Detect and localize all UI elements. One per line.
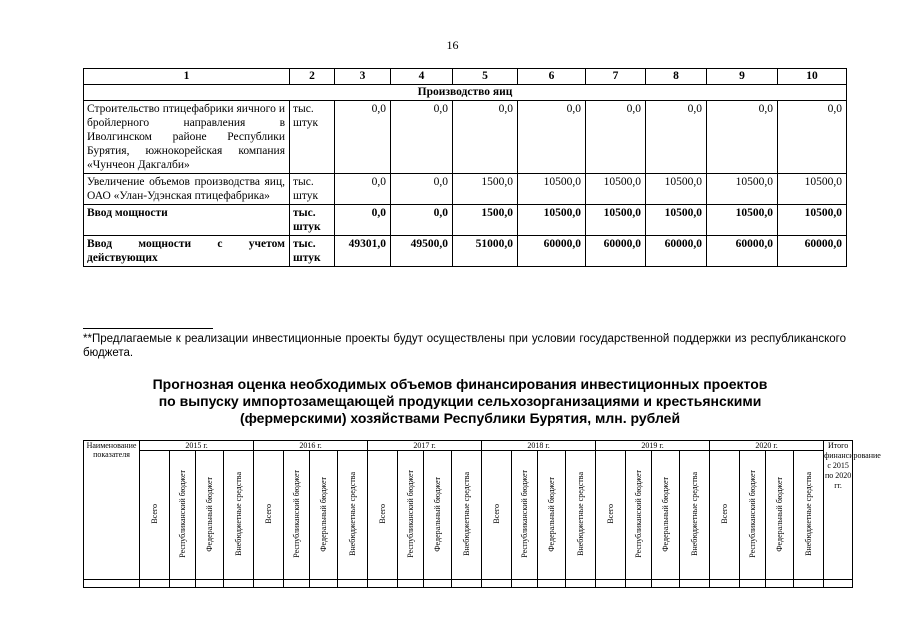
- subcolumn-header: [224, 451, 254, 580]
- subcolumn-header: [794, 451, 824, 580]
- subcolumn-label: Республиканский бюджет: [748, 470, 758, 558]
- value-cell: 10500,0: [586, 205, 646, 236]
- subcolumn-header: [766, 451, 794, 580]
- empty-cell: [482, 580, 512, 588]
- empty-cell: [740, 580, 766, 588]
- subcolumn-label: Внебюджетные средства: [804, 472, 814, 556]
- empty-cell: [368, 580, 398, 588]
- value-cell: 0,0: [778, 101, 847, 174]
- year-header: 2017 г.: [368, 441, 482, 451]
- empty-cell: [140, 580, 170, 588]
- empty-cell: [224, 580, 254, 588]
- empty-cell: [766, 580, 794, 588]
- year-header: 2019 г.: [596, 441, 710, 451]
- column-header: 2: [290, 69, 335, 85]
- column-header: 5: [453, 69, 518, 85]
- row-unit: тыс. штук: [290, 101, 335, 174]
- egg-production-table: [83, 68, 847, 267]
- value-cell: 1500,0: [453, 174, 518, 205]
- value-cell: 0,0: [586, 101, 646, 174]
- empty-cell: [254, 580, 284, 588]
- footnote-separator: [83, 328, 213, 329]
- column-header: 3: [335, 69, 391, 85]
- section-title: Производство яиц: [84, 85, 847, 101]
- subcolumn-label: Всего: [606, 504, 616, 524]
- value-cell: 0,0: [391, 101, 453, 174]
- value-cell: 0,0: [518, 101, 586, 174]
- subcolumn-label: Федеральный бюджет: [433, 476, 443, 552]
- empty-cell: [626, 580, 652, 588]
- value-cell: 60000,0: [778, 236, 847, 267]
- subcolumn-header: [538, 451, 566, 580]
- value-cell: 10500,0: [518, 205, 586, 236]
- subcolumn-header: [196, 451, 224, 580]
- subcolumn-header: [596, 451, 626, 580]
- year-header: 2015 г.: [140, 441, 254, 451]
- subcolumn-header: [284, 451, 310, 580]
- empty-cell: [170, 580, 196, 588]
- column-header: 1: [84, 69, 290, 85]
- subcolumn-label: Внебюджетные средства: [348, 472, 358, 556]
- value-cell: 0,0: [335, 174, 391, 205]
- subcolumns-header-row: [84, 451, 853, 580]
- row-name: Строительство птицефабрики яичного и бройлерного направления в Иволгинском районе Республики Бурятия, южнокорейская компания «Чунчеон Дакгалби»: [84, 101, 290, 174]
- total-header: Итого финансирование с 2015 по 2020 гг.: [824, 441, 853, 580]
- subcolumn-label: Внебюджетные средства: [576, 472, 586, 556]
- table-header-row: [84, 69, 847, 85]
- empty-cell: [338, 580, 368, 588]
- financing-table: [83, 440, 881, 588]
- subcolumn-label: Федеральный бюджет: [661, 476, 671, 552]
- value-cell: 0,0: [391, 174, 453, 205]
- value-cell: 0,0: [453, 101, 518, 174]
- empty-cell: [710, 580, 740, 588]
- row-unit: тыс. штук: [290, 174, 335, 205]
- subcolumn-label: Внебюджетные средства: [462, 472, 472, 556]
- subcolumn-header: [424, 451, 452, 580]
- column-header: 10: [778, 69, 847, 85]
- subcolumn-header: [626, 451, 652, 580]
- value-cell: 60000,0: [646, 236, 707, 267]
- empty-cell: [538, 580, 566, 588]
- value-cell: 10500,0: [646, 174, 707, 205]
- value-cell: 60000,0: [586, 236, 646, 267]
- page-number: 16: [446, 38, 459, 52]
- row-unit: тыс. штук: [290, 205, 335, 236]
- value-cell: 10500,0: [586, 174, 646, 205]
- column-header: 6: [518, 69, 586, 85]
- subcolumn-header: [254, 451, 284, 580]
- subcolumn-header: [512, 451, 538, 580]
- value-cell: 10500,0: [646, 205, 707, 236]
- title-line-2: по выпуску импортозамещающей продукции сельхозорганизациями и крестьянскими: [158, 393, 762, 409]
- years-header-row: [84, 441, 853, 451]
- subcolumn-label: Внебюджетные средства: [690, 472, 700, 556]
- value-cell: 1500,0: [453, 205, 518, 236]
- table-row: [84, 205, 847, 236]
- empty-cell: [452, 580, 482, 588]
- column-header: 8: [646, 69, 707, 85]
- subcolumn-header: [652, 451, 680, 580]
- subcolumn-label: Федеральный бюджет: [547, 476, 557, 552]
- table-row: [84, 236, 847, 267]
- year-header: 2020 г.: [710, 441, 824, 451]
- subcolumn-label: Всего: [720, 504, 730, 524]
- value-cell: 10500,0: [778, 174, 847, 205]
- subcolumn-label: Республиканский бюджет: [406, 470, 416, 558]
- section-row: [84, 85, 847, 101]
- subcolumn-label: Всего: [150, 504, 159, 524]
- subcolumn-label: Всего: [378, 504, 388, 524]
- empty-cell: [566, 580, 596, 588]
- value-cell: 0,0: [707, 101, 778, 174]
- empty-cell: [652, 580, 680, 588]
- subcolumn-header: [680, 451, 710, 580]
- value-cell: 0,0: [335, 101, 391, 174]
- empty-cell: [512, 580, 538, 588]
- table-row: [84, 101, 847, 174]
- row-name: Ввод мощности: [84, 205, 290, 236]
- subcolumn-header: [338, 451, 368, 580]
- footnote: **Предлагаемые к реализации инвестиционные проекты будут осуществлены при условии государственной поддержки из республиканского бюджета.: [83, 333, 846, 359]
- year-header: 2016 г.: [254, 441, 368, 451]
- column-header: 9: [707, 69, 778, 85]
- subcolumn-header: [740, 451, 766, 580]
- column-header: 4: [391, 69, 453, 85]
- title-line-1: Прогнозная оценка необходимых объемов финансирования инвестиционных проектов: [152, 376, 768, 392]
- subcolumn-label: Республиканский бюджет: [178, 470, 187, 558]
- subcolumn-label: Республиканский бюджет: [292, 470, 302, 558]
- subcolumn-header: [398, 451, 424, 580]
- value-cell: 60000,0: [707, 236, 778, 267]
- year-header: 2018 г.: [482, 441, 596, 451]
- subcolumn-header: [140, 451, 170, 580]
- empty-cell: [196, 580, 224, 588]
- value-cell: 0,0: [391, 205, 453, 236]
- subcolumn-header: [566, 451, 596, 580]
- empty-cell: [284, 580, 310, 588]
- value-cell: 49301,0: [335, 236, 391, 267]
- subcolumn-label: Всего: [492, 504, 502, 524]
- table-row: [84, 580, 853, 588]
- column-header: 7: [586, 69, 646, 85]
- subcolumn-header: [482, 451, 512, 580]
- value-cell: 10500,0: [778, 205, 847, 236]
- value-cell: 0,0: [646, 101, 707, 174]
- value-cell: 49500,0: [391, 236, 453, 267]
- subcolumn-label: Федеральный бюджет: [775, 476, 785, 552]
- value-cell: 10500,0: [707, 174, 778, 205]
- value-cell: 0,0: [335, 205, 391, 236]
- subcolumn-header: [452, 451, 482, 580]
- value-cell: 10500,0: [707, 205, 778, 236]
- row-unit: тыс. штук: [290, 236, 335, 267]
- subcolumn-label: Федеральный бюджет: [319, 476, 329, 552]
- subcolumn-header: [368, 451, 398, 580]
- empty-cell: [84, 580, 140, 588]
- empty-cell: [398, 580, 424, 588]
- empty-cell: [424, 580, 452, 588]
- subcolumn-label: Всего: [264, 504, 274, 524]
- value-cell: 10500,0: [518, 174, 586, 205]
- row-name: Увеличение объемов производства яиц, ОАО «Улан-Удэнская птицефабрика»: [84, 174, 290, 205]
- row-header-cell: Наименование показателя: [84, 441, 140, 580]
- empty-cell: [824, 580, 853, 588]
- subcolumn-label: Федеральный бюджет: [205, 476, 214, 552]
- empty-cell: [794, 580, 824, 588]
- title-line-3: (фермерскими) хозяйствами Республики Бурятия, млн. рублей: [239, 410, 681, 426]
- empty-cell: [680, 580, 710, 588]
- table-row: [84, 174, 847, 205]
- subcolumn-header: [310, 451, 338, 580]
- subcolumn-label: Республиканский бюджет: [634, 470, 644, 558]
- subcolumn-label: Внебюджетные средства: [234, 472, 243, 556]
- subcolumn-label: Республиканский бюджет: [520, 470, 530, 558]
- value-cell: 51000,0: [453, 236, 518, 267]
- subcolumn-header: [710, 451, 740, 580]
- row-name: Ввод мощности с учетом действующих: [84, 236, 290, 267]
- subcolumn-header: [170, 451, 196, 580]
- value-cell: 60000,0: [518, 236, 586, 267]
- empty-cell: [310, 580, 338, 588]
- section-title-financing: [140, 376, 780, 427]
- empty-cell: [596, 580, 626, 588]
